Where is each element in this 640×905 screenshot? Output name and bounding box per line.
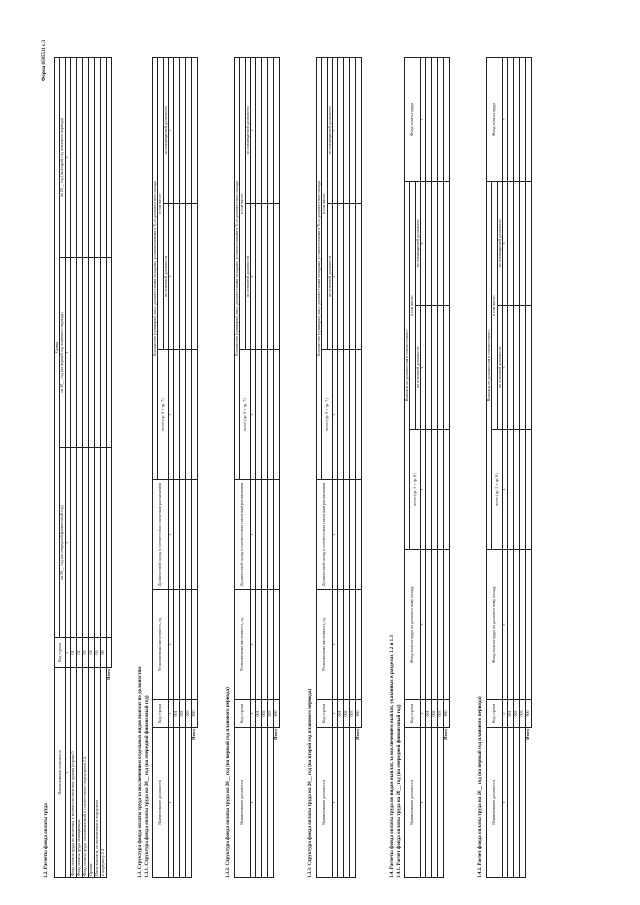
row-code: 002 [262, 700, 268, 728]
total-cell[interactable] [274, 204, 279, 350]
column-header-code: Код строки [235, 700, 251, 728]
column-header-fund: Фонд оплаты труда по должностному окладу [405, 550, 421, 700]
column-header-code: Код строки [405, 700, 421, 728]
row-code: 001 [508, 700, 514, 728]
column-number: 5 [503, 306, 508, 430]
total-code: 900 [356, 700, 361, 728]
total-row [526, 57, 531, 877]
column-number: 4 [421, 430, 426, 550]
column-number: 7 [421, 57, 426, 181]
column-number: 4 [251, 480, 256, 590]
total-cell[interactable] [274, 57, 279, 203]
column-header-pay-fund: Фонд оплаты труда [487, 57, 503, 181]
total-cell[interactable] [444, 181, 449, 305]
column-number: 4 [169, 480, 174, 590]
column-header-including: в том числе: [492, 181, 497, 429]
column-number: 4 [65, 258, 70, 448]
column-header-staff: Установленная численность, ед [153, 590, 169, 700]
column-header-total: всего (гр. 5 + гр. 6) [410, 430, 421, 550]
column-header-code: Код строки [153, 700, 169, 728]
total-code: 900 [192, 700, 197, 728]
column-number: 5 [333, 350, 338, 480]
column-header-main-position: по основной должности [497, 306, 502, 430]
column-number: 3 [333, 590, 338, 700]
column-header-group: Количество (суммарно) лиц с должностными окладами, установленными в % от должностного оклада [235, 57, 240, 479]
column-number: 5 [421, 306, 426, 430]
column-header-salary: Должностной оклад в соответствии с штатным расписанием [235, 480, 251, 590]
column-number: 2 [421, 700, 426, 728]
total-cell[interactable] [444, 306, 449, 430]
total-row [106, 57, 111, 877]
total-label: Итого [273, 729, 279, 740]
row-name: Фонд оплаты труда по штатным, в количестве штатных единиц (строка 0 [70, 668, 76, 878]
section-1-3-2-title: 1.3.2. Структура фонда оплаты труда на 20__ год (на первый год планового периода) [226, 687, 231, 878]
section-1-3-1-title: 1.3.1. Структура фонда оплаты труда на 20__ год (на очередной финансовый год) [145, 695, 150, 878]
column-header-name: Наименование должности [405, 728, 421, 878]
section-1-3-title: 1.3. Структура фонда оплаты труда за исключением отдельных видов выплат по должностям [138, 666, 143, 878]
column-header-name: Наименование должности [153, 728, 169, 878]
column-number: 6 [333, 204, 338, 350]
row-code: 002 [180, 700, 186, 728]
total-cell[interactable] [192, 204, 197, 350]
column-header-combined-position: по совмещаемой должности [327, 57, 332, 203]
row-code: 04 [88, 638, 94, 668]
column-number: 5 [169, 350, 174, 480]
total-cell[interactable] [192, 590, 197, 700]
total-label: Итого [355, 729, 361, 740]
column-number: 5 [251, 350, 256, 480]
column-header-sum: Сумма [55, 57, 60, 637]
column-number: 7 [251, 57, 256, 203]
column-header-code: Код строки [55, 638, 66, 668]
row-code: 06 [100, 638, 106, 668]
column-header-combined-position: по совмещаемой должности [497, 181, 502, 305]
total-cell[interactable] [356, 480, 361, 590]
column-header-main-position: по основной должности [163, 204, 168, 350]
total-row [444, 57, 449, 877]
form-code: Форма 0505511 с.3 [42, 40, 47, 82]
table-1-4-1 [404, 57, 450, 878]
row-code: 002 [514, 700, 520, 728]
total-cell[interactable] [356, 350, 361, 480]
column-number: 3 [251, 590, 256, 700]
row-code: 002 [344, 700, 350, 728]
section-1-4-1-title: 1.4.1. Расчет фонда оплаты труда на 20__ год (на очередной финансовый год) [397, 704, 402, 878]
section-1-4-2-title: 1.4.2. Расчет фонда оплаты труда на 20__ год (на первый год планового периода) [478, 696, 483, 878]
total-cell[interactable] [106, 57, 111, 257]
column-header-salary: Должностной оклад в соответствии с штатным расписанием [317, 480, 333, 590]
column-number: 2 [169, 700, 174, 728]
total-label: Итого [191, 729, 197, 740]
row-name: Прочие [88, 668, 94, 878]
total-cell[interactable] [444, 57, 449, 181]
column-number: 5 [65, 57, 70, 257]
total-label: Итого [443, 729, 449, 740]
row-code: 001 [256, 700, 262, 728]
column-header-group: Количество (суммарно) лиц с должностными окладами, установленными в % от должностного оклада [153, 57, 158, 479]
column-header-total: всего (гр. 6 + гр. 7) [322, 350, 333, 480]
total-cell[interactable] [356, 590, 361, 700]
column-header-staff: Установленная численность, ед [235, 590, 251, 700]
total-row [274, 57, 279, 877]
column-header-fund: Фонд оплаты труда по должностному окладу [487, 550, 503, 700]
total-cell[interactable] [444, 550, 449, 700]
total-cell[interactable] [526, 181, 531, 305]
row-code: 03 [82, 638, 88, 668]
column-number: 2 [65, 638, 70, 668]
total-cell[interactable] [526, 430, 531, 550]
column-header-salary: Должностной оклад в соответствии с штатным расписанием [153, 480, 169, 590]
column-number: 7 [503, 57, 508, 181]
column-number: 1 [333, 728, 338, 878]
row-name: Фонд оплаты труда, выплачиваемый в соответствии с подпунктом 2.4 [82, 668, 88, 878]
column-number: 2 [251, 700, 256, 728]
total-cell[interactable] [106, 448, 111, 638]
total-cell[interactable] [192, 57, 197, 203]
row-code: 001 [426, 700, 432, 728]
column-number: 7 [169, 57, 174, 203]
total-code: 900 [444, 700, 449, 728]
row-code: 02 [76, 638, 82, 668]
column-header-combined-position: по совмещаемой должности [245, 57, 250, 203]
total-cell[interactable] [274, 590, 279, 700]
total-label: Итого [525, 729, 531, 740]
total-row [356, 57, 361, 877]
row-code: 003 [186, 700, 192, 728]
column-number: 3 [169, 590, 174, 700]
total-cell[interactable] [274, 350, 279, 480]
column-header-including: в том числе: [410, 181, 415, 429]
column-header-main-position: по основной должности [415, 306, 420, 430]
table-1-2 [54, 57, 112, 878]
total-cell[interactable] [356, 57, 361, 203]
total-cell[interactable] [444, 430, 449, 550]
column-number: 1 [65, 668, 70, 878]
row-code: 001 [338, 700, 344, 728]
column-number: 7 [333, 57, 338, 203]
column-number: 6 [169, 204, 174, 350]
column-number: 1 [503, 728, 508, 878]
column-header-name: Наименование должности [317, 728, 333, 878]
column-header-total: всего (гр. 6 + гр. 7) [158, 350, 169, 480]
column-header-name: Наименование должности [235, 728, 251, 878]
total-cell[interactable] [526, 306, 531, 430]
column-header-staff: Установленная численность, ед [317, 590, 333, 700]
column-header-including: в том числе: [158, 57, 163, 349]
row-code: 01 [70, 638, 76, 668]
column-header-main-position: по основной должности [245, 204, 250, 350]
column-number: 1 [251, 728, 256, 878]
total-code: 900 [526, 700, 531, 728]
column-number: 4 [333, 480, 338, 590]
table-1-3-2 [234, 57, 280, 878]
column-number: 6 [251, 204, 256, 350]
total-cell[interactable] [356, 204, 361, 350]
column-header-name: Наименование должности [487, 728, 503, 878]
row-code: 002 [432, 700, 438, 728]
column-header-period-3: на 20__ год (на второй год планового периода) [60, 57, 65, 257]
rotated-form [42, 38, 602, 878]
row-name: к подпункту 2.4 [100, 668, 106, 878]
row-code: 003 [438, 700, 444, 728]
total-cell[interactable] [274, 480, 279, 590]
column-number: 1 [169, 728, 174, 878]
column-number: 6 [421, 181, 426, 305]
column-number: 3 [503, 550, 508, 700]
row-code: 003 [520, 700, 526, 728]
total-code: 900 [274, 700, 279, 728]
column-number: 4 [503, 430, 508, 550]
total-label: Итого [105, 669, 111, 680]
total-code [106, 638, 111, 668]
total-cell[interactable] [526, 550, 531, 700]
column-number: 1 [421, 728, 426, 878]
column-header-combined-position: по совмещаемой должности [163, 57, 168, 203]
total-cell[interactable] [192, 480, 197, 590]
column-header-group: Выплаты по должностям в соответствии с [487, 181, 492, 549]
row-code: 003 [268, 700, 274, 728]
table-1-4-2 [486, 57, 532, 878]
column-number: 6 [503, 181, 508, 305]
row-name: Фонд оплаты труда замещающих [76, 668, 82, 878]
column-header-including: в том числе: [240, 57, 245, 349]
column-header-period-2: на 20__ год (на первый год планового периода) [60, 258, 65, 448]
column-number: 2 [333, 700, 338, 728]
column-number: 2 [503, 700, 508, 728]
total-row [192, 57, 197, 877]
column-header-code: Код строки [317, 700, 333, 728]
column-header-total: всего (гр. 5 + гр. 6) [492, 430, 503, 550]
column-header-main-position: по основной должности [327, 204, 332, 350]
column-header-period-1: на 20__ год (на очередной финансовый год) [60, 448, 65, 638]
row-code: 05 [94, 638, 100, 668]
column-header-code: Код строки [487, 700, 503, 728]
section-1-3-3-title: 1.3.3. Структура фонда оплаты труда на 20__ год (на второй год планового периода) [308, 689, 313, 878]
row-name: Иные выплаты, не включенные в подпункты [94, 668, 100, 878]
column-number: 3 [421, 550, 426, 700]
column-header-combined-position: по совмещаемой должности [415, 181, 420, 305]
column-header-including: в том числе: [322, 57, 327, 349]
row-code: 003 [350, 700, 356, 728]
table-1-3-3 [316, 57, 362, 878]
row-code: 001 [174, 700, 180, 728]
column-header-group: Выплаты по должностям в соответствии с [405, 181, 410, 549]
column-number: 3 [65, 448, 70, 638]
total-cell[interactable] [192, 350, 197, 480]
column-header-pay-fund: Фонд оплаты труда [405, 57, 421, 181]
total-cell[interactable] [106, 258, 111, 448]
total-cell[interactable] [526, 57, 531, 181]
column-header-name: Наименование показателя [55, 668, 66, 878]
section-1-4-title: 1.4. Расчеты фонда оплаты труда по видам выплат, за исключением выплат, указанных в разделах 1.2 и 1.3 [390, 635, 395, 878]
section-1-2-title: 1.2. Расчеты фонда оплаты труда [44, 803, 49, 878]
column-header-total: всего (гр. 6 + гр. 7) [240, 350, 251, 480]
column-header-group: Количество (суммарно) лиц с должностными окладами, установленными в % от должностного оклада [317, 57, 322, 479]
table-1-3-1 [152, 57, 198, 878]
